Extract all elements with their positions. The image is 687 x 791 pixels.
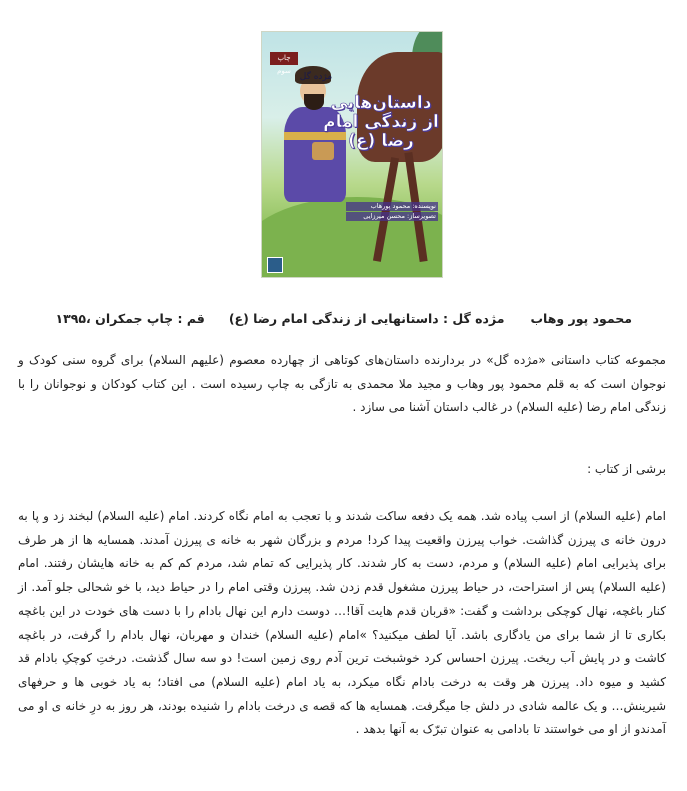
book-caption xyxy=(30,311,632,326)
book-cover-image xyxy=(261,31,443,278)
cover-figure-beard xyxy=(304,94,324,110)
caption-author: محمود پور وهاب xyxy=(530,311,632,326)
caption-publisher: قم : چاپ جمکران ،۱۳۹۵ xyxy=(55,311,205,326)
intro-paragraph: مجموعه کتاب داستانی «مژده گل» در بردارنده داستان‌های کوتاهی از چهارده معصوم (علیهم السلام) برای گروه سنی کودک و نوجوان است که به قلم محمود پور وهاب و مجید ملا محمدی به تازگی به چاپ رسیده است . این کتاب کودکان و نوجوانان را با زندگی امام رضا (علیه السلام) در غالب داستان آشنا می سازد . xyxy=(18,353,666,414)
cover-illustrator-credit: تصویرساز: محسن میرزایی xyxy=(346,212,438,221)
cover-author-credit: نویسنده: محمود پورهاب xyxy=(346,202,438,211)
cover-edition-badge: چاپ سوم xyxy=(270,52,298,65)
cover-series-name: مژده گل xyxy=(299,72,333,82)
caption-book-title: مژده گل : داستانهایی از زندگی امام رضا (ع) xyxy=(228,311,505,326)
publisher-logo-icon xyxy=(267,257,283,273)
excerpt-paragraph: امام (علیه السلام) از اسب پیاده شد. همه یک دفعه ساکت شدند و با تعجب به امام نگاه کردند. امام (علیه السلام) لبخند زد و پا به درون خانه ی پیرزن گذاشت. خواب پیرزن واقعیت پیدا کرد! مردم و بزرگان شهر به خانه ی پیرزن آمدند. همسایه ها از هر طرف برای پذیرایی امام (علیه السلام) و مردم، دست به کار شدند. کار پذیرایی که تمام شد، مردم کم کم به خانه هایشان رفتند. امام (علیه السلام) پس از استراحت، در حیاط پیرزن مشغول قدم زدن شد. پیرزن وقتی امام را در حیاط دید، با خو شحالی جلو آمد. از کنار باغچه، نهال کوچکی برداشت و گفت: «قربان قدم هایت آقا!… دوست دارم این نهال بادام را با دست های خودت در این باغچه بکاری تا از شما برای من یادگاری باشد. آیا لطف میکنید؟ »امام (علیه السلام) خندان و مهربان، نهال بادام را گرفت، در باغچه کاشت و در پایش آب ریخت. پیرزن احساس کرد خوشبخت ترین آدم روی زمین است! دو سه سال گذشت. درختِ کوچکِ بادام قد کشید و میوه داد. پیرزن هر وقت به درخت بادام نگاه میکرد، به یاد امام (علیه السلام) می افتاد؛ به یاد خوبی ها و حرفهای شیرینش… و یک عالمه شادی در دلش جا میگرفت. همسایه ها که قصه ی درخت بادام را شنیده بودند، هر روز به درِ خانه ی او می آمدندو از او می خواستند تا بادامی به عنوان تبرّک به آنها بدهد . xyxy=(18,509,666,737)
cover-title: داستان‌هایی از زندگی امام رضا (ع) xyxy=(323,93,439,151)
cover-credits xyxy=(346,202,438,222)
excerpt-heading: برشی از کتاب : xyxy=(587,462,666,476)
